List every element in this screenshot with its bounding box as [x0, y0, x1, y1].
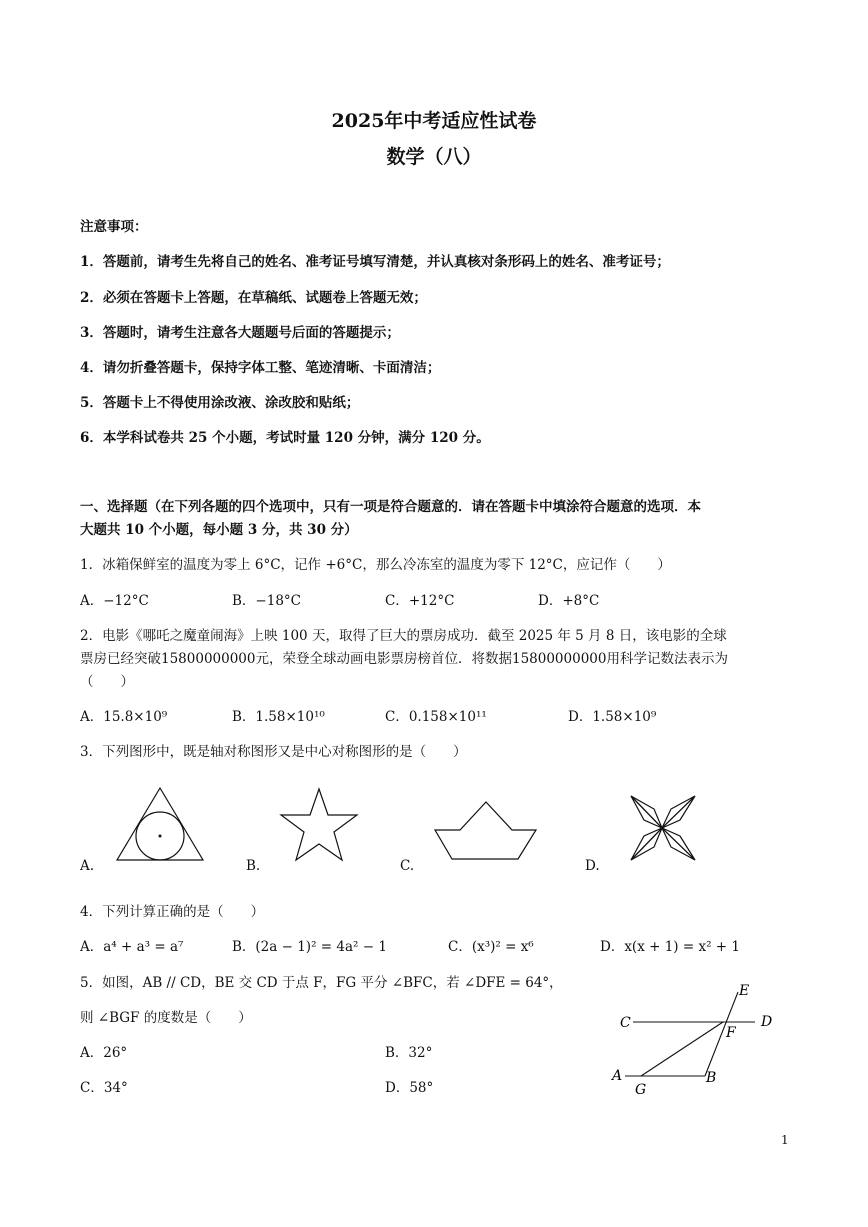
q4-option-b: B．(2a − 1)² = 4a² − 1	[232, 939, 387, 955]
question-1-text: 1．冰箱保鲜室的温度为零上 6°C，记作 +6°C，那么冷冻室的温度为零下 12°C，应记作（ ）	[80, 557, 671, 573]
exam-title: 2025年中考适应性试卷	[331, 110, 537, 132]
question-2-text: 2．电影《哪吒之魔童闹海》上映 100 天，取得了巨大的票房成功．截至 2025 年 5 月 8 日，该电影的全球	[80, 628, 727, 644]
parallel-lines-figure	[605, 978, 790, 1098]
note-item: 4．请勿折叠答题卡，保持字体工整、笔迹清晰、卡面清洁；	[80, 360, 441, 376]
q2-option-c: C．0.158×10¹¹	[385, 709, 487, 725]
note-item: 5．答题卡上不得使用涂改液、涂改胶和贴纸；	[80, 395, 360, 411]
question-2-brackets: （ ）	[80, 674, 134, 690]
q5-option-c: C．34°	[80, 1080, 128, 1096]
section-heading: 一、选择题（在下列各题的四个选项中，只有一项是符合题意的．请在答题卡中填涂符合题意的选项．本	[80, 499, 701, 515]
q3-label-a: A.	[80, 858, 95, 874]
note-item: 1．答题前，请考生先将自己的姓名、准考证号填写清楚，并认真核对条形码上的姓名、准考证号；	[80, 254, 670, 270]
q2-option-a: A．15.8×10⁹	[80, 709, 168, 725]
q5-option-a: A．26°	[80, 1045, 128, 1061]
q4-option-a: A．a⁴ + a³ = a⁷	[80, 939, 184, 955]
point-g-label: G	[635, 1082, 647, 1098]
point-c-label: C	[620, 1015, 631, 1031]
point-f-label: F	[726, 1025, 736, 1041]
notes-heading: 注意事项：	[80, 219, 148, 235]
q1-option-a: A．−12°C	[80, 593, 149, 609]
exam-subtitle: 数学（八）	[386, 146, 482, 168]
q4-option-c: C．(x³)² = x⁶	[448, 939, 534, 955]
q2-option-d: D．1.58×10⁹	[568, 709, 657, 725]
q3-label-d: D.	[585, 858, 600, 874]
section-heading-cont: 大题共 10 个小题，每小题 3 分，共 30 分）	[80, 522, 358, 538]
question-3-text: 3．下列图形中，既是轴对称图形又是中心对称图形的是（ ）	[80, 744, 467, 760]
question-5-text-cont: 则 ∠BGF 的度数是（ ）	[80, 1010, 252, 1026]
q1-option-c: C．+12°C	[385, 593, 455, 609]
point-a-label: A	[612, 1068, 623, 1084]
note-item: 2．必须在答题卡上答题，在草稿纸、试题卷上答题无效；	[80, 290, 427, 306]
question-5-text: 5．如图，AB // CD，BE 交 CD 于点 F，FG 平分 ∠BFC，若 ∠DFE = 64°，	[80, 975, 563, 991]
q2-option-b: B．1.58×10¹⁰	[232, 709, 325, 725]
q1-option-d: D．+8°C	[538, 593, 600, 609]
point-e-label: E	[739, 983, 750, 999]
q4-option-d: D．x(x + 1) = x² + 1	[600, 939, 740, 955]
q5-option-d: D．58°	[385, 1080, 434, 1096]
note-item: 3．答题时，请考生注意各大题题号后面的答题提示；	[80, 325, 400, 341]
page-number: 1	[781, 1133, 789, 1147]
note-item: 6．本学科试卷共 25 个小题，考试时量 120 分钟，满分 120 分。	[80, 430, 490, 446]
question-2-text-cont: 票房已经突破15800000000元，荣登全球动画电影票房榜首位．将数据15800000000用科学记数法表示为	[80, 651, 728, 667]
triangle-circle-figure	[112, 785, 212, 867]
q1-option-b: B．−18°C	[232, 593, 301, 609]
four-petal-figure	[624, 790, 702, 866]
q3-label-b: B.	[246, 858, 261, 874]
question-4-text: 4．下列计算正确的是（ ）	[80, 904, 265, 920]
star-figure	[278, 785, 364, 867]
paper-boat-figure	[430, 797, 542, 865]
point-d-label: D	[761, 1014, 773, 1030]
point-b-label: B	[706, 1070, 717, 1086]
q3-label-c: C.	[400, 858, 415, 874]
q5-option-b: B．32°	[385, 1045, 433, 1061]
